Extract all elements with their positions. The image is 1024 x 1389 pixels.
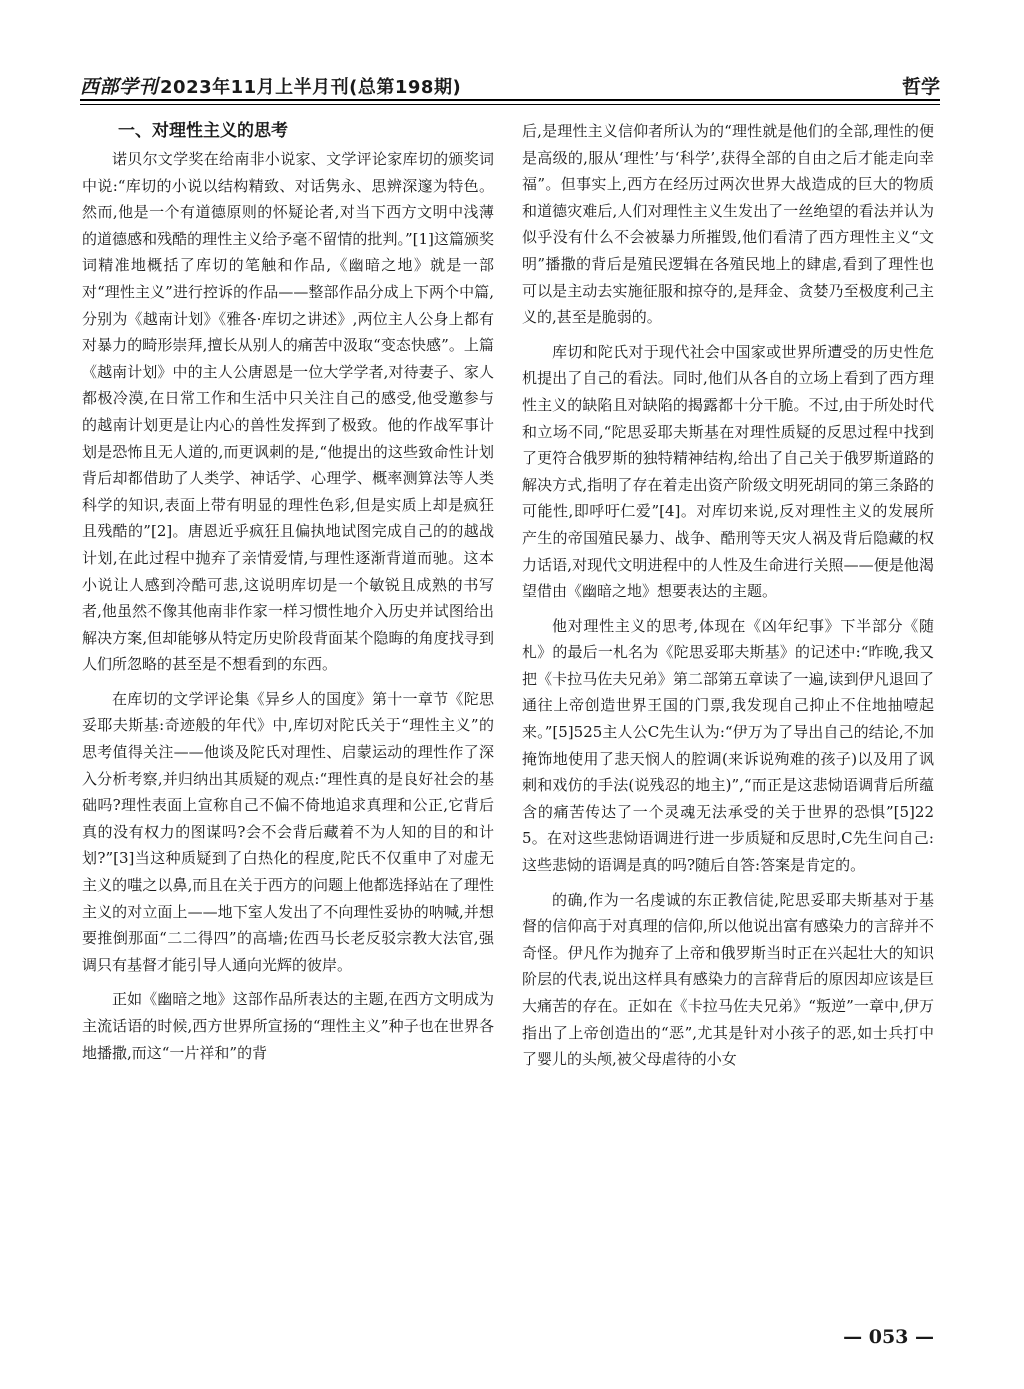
- header-rule-thick: [80, 99, 940, 101]
- header-rule-thin: [80, 104, 940, 105]
- right-column: [522, 118, 934, 1081]
- journal-logo: 西部学刊: [80, 76, 159, 98]
- paragraph: 库切和陀氏对于现代社会中国家或世界所遭受的历史性危机提出了自己的看法。同时,他们从各自的立场上看到了西方理性主义的缺陷且对缺陷的揭露都十分干脆。不过,由于所处时代和立场不同,“陀思妥耶夫斯基在对理性质疑的反思过程中找到了更符合俄罗斯的独特精神结构,给出了自己关于俄罗斯道路的解决方式,指明了存在着走出资产阶级文明死胡同的第三条路的可能性,即呼吁仁爱”[4]。对库切来说,反对理性主义的发展所产生的帝国殖民暴力、战争、酷刑等天灾人祸及背后隐藏的权力话语,对现代文明进程中的人性及生命进行关照——便是他渴望借由《幽暗之地》想要表达的主题。: [522, 342, 934, 601]
- journal-issue: 2023年11月上半月刊(总第198期): [160, 77, 462, 98]
- paragraph: 的确,作为一名虔诚的东正教信徒,陀思妥耶夫斯基对于基督的信仰高于对真理的信仰,所以他说出富有感染力的言辞并不奇怪。伊凡作为抛弃了上帝和俄罗斯当时正在兴起壮大的知识阶层的代表,说出这样具有感染力的言辞背后的原因却应该是巨大痛苦的存在。正如在《卡拉马佐夫兄弟》“叛逆”一章中,伊万指出了上帝创造出的“恶”,尤其是针对小孩子的恶,如士兵打中了婴儿的头颅,被父母虐待的小女: [522, 890, 934, 1069]
- paragraph: 正如《幽暗之地》这部作品所表达的主题,在西方文明成为主流话语的时候,西方世界所宣扬的“理性主义”种子也在世界各地播撒,而这“一片祥和”的背: [82, 990, 494, 1062]
- page-number: — 053 —: [843, 1326, 934, 1348]
- section-heading: 一、对理性主义的思考: [118, 121, 288, 141]
- section-label: 哲学: [901, 76, 940, 98]
- paragraph: 在库切的文学评论集《异乡人的国度》第十一章节《陀思妥耶夫斯基:奇迹般的年代》中,库切对陀氏关于“理性主义”的思考值得关注——他谈及陀氏对理性、启蒙运动的理性作了深入分析考察,并归纳出其质疑的观点:“理性真的是良好社会的基础吗?理性表面上宣称自己不偏不倚地追求真理和公正,它背后真的没有权力的图谋吗?会不会背后藏着不为人知的目的和计划?”[3]当这种质疑到了白热化的程度,陀氏不仅重申了对虚无主义的嗤之以鼻,而且在关于西方的问题上他都选择站在了理性主义的对立面上——地下室人发出了不向理性妥协的呐喊,并想要推倒那面“二二得四”的高墙;佐西马长老反驳宗教大法官,强调只有基督才能引导人通向光辉的彼岸。: [82, 689, 494, 974]
- journal-title: [80, 72, 461, 99]
- left-column: [82, 118, 494, 1074]
- paragraph-continued: 后,是理性主义信仰者所认为的“理性就是他们的全部,理性的便是高级的,服从‘理性’与‘科学’,获得全部的自由之后才能走向幸福”。但事实上,西方在经历过两次世界大战造成的巨大的物质和道德灾难后,人们对理性主义生发出了一丝绝望的看法并认为似乎没有什么不会被暴力所摧毁,他们看清了西方理性主义“文明”播撒的背后是殖民逻辑在各殖民地上的肆虐,看到了理性也可以是主动去实施征服和掠夺的,是拜金、贪婪乃至极度利己主义的,甚至是脆弱的。: [522, 122, 934, 327]
- paragraph: 他对理性主义的思考,体现在《凶年纪事》下半部分《随札》的最后一札名为《陀思妥耶夫斯基》的记述中:“昨晚,我又把《卡拉马佐夫兄弟》第二部第五章读了一遍,读到伊凡退回了通往上帝创造世界王国的门票,我发现自己抑止不住地抽噎起来。”[5]525主人公C先生认为:“伊万为了导出自己的结论,不加掩饰地使用了悲天悯人的腔调(来诉说殉难的孩子)以及用了讽刺和戏仿的手法(说残忍的地主)”,“而正是这悲恸语调背后所蕴含的痛苦传达了一个灵魂无法承受的关于世界的恐惧”[5]225。在对这些悲恸语调进行进一步质疑和反思时,C先生问自己:这些悲恸的语调是真的吗?随后自答:答案是肯定的。: [522, 616, 934, 875]
- paragraph: 诺贝尔文学奖在给南非小说家、文学评论家库切的颁奖词中说:“库切的小说以结构精致、对话隽永、思辨深邃为特色。然而,他是一个有道德原则的怀疑论者,对当下西方文明中浅薄的道德感和残酷的理性主义给予毫不留情的批判。”[1]这篇颁奖词精准地概括了库切的笔触和作品,《幽暗之地》就是一部对“理性主义”进行控诉的作品——整部作品分成上下两个中篇,分别为《越南计划》《雅各·库切之讲述》,两位主人公身上都有对暴力的畸形崇拜,擅长从别人的痛苦中汲取“变态快感”。上篇《越南计划》中的主人公唐恩是一位大学学者,对待妻子、家人都极冷漠,在日常工作和生活中只关注自己的感受,他受邀参与的越南计划更是让内心的兽性发挥到了极致。他的作战军事计划是恐怖且无人道的,而更讽刺的是,“他提出的这些致命性计划背后却都借助了人类学、神话学、心理学、概率测算法等人类科学的知识,表面上带有明显的理性色彩,但是实质上却是疯狂且残酷的”[2]。唐恩近乎疯狂且偏执地试图完成自己的的越战计划,在此过程中抛弃了亲情爱情,与理性逐渐背道而驰。这本小说让人感到冷酷可悲,这说明库切是一个敏锐且成熟的书写者,他虽然不像其他南非作家一样习惯性地介入历史并试图给出解决方案,但却能够从特定历史阶段背面某个隐晦的角度找寻到人们所忽略的甚至是不想看到的东西。: [82, 150, 494, 674]
